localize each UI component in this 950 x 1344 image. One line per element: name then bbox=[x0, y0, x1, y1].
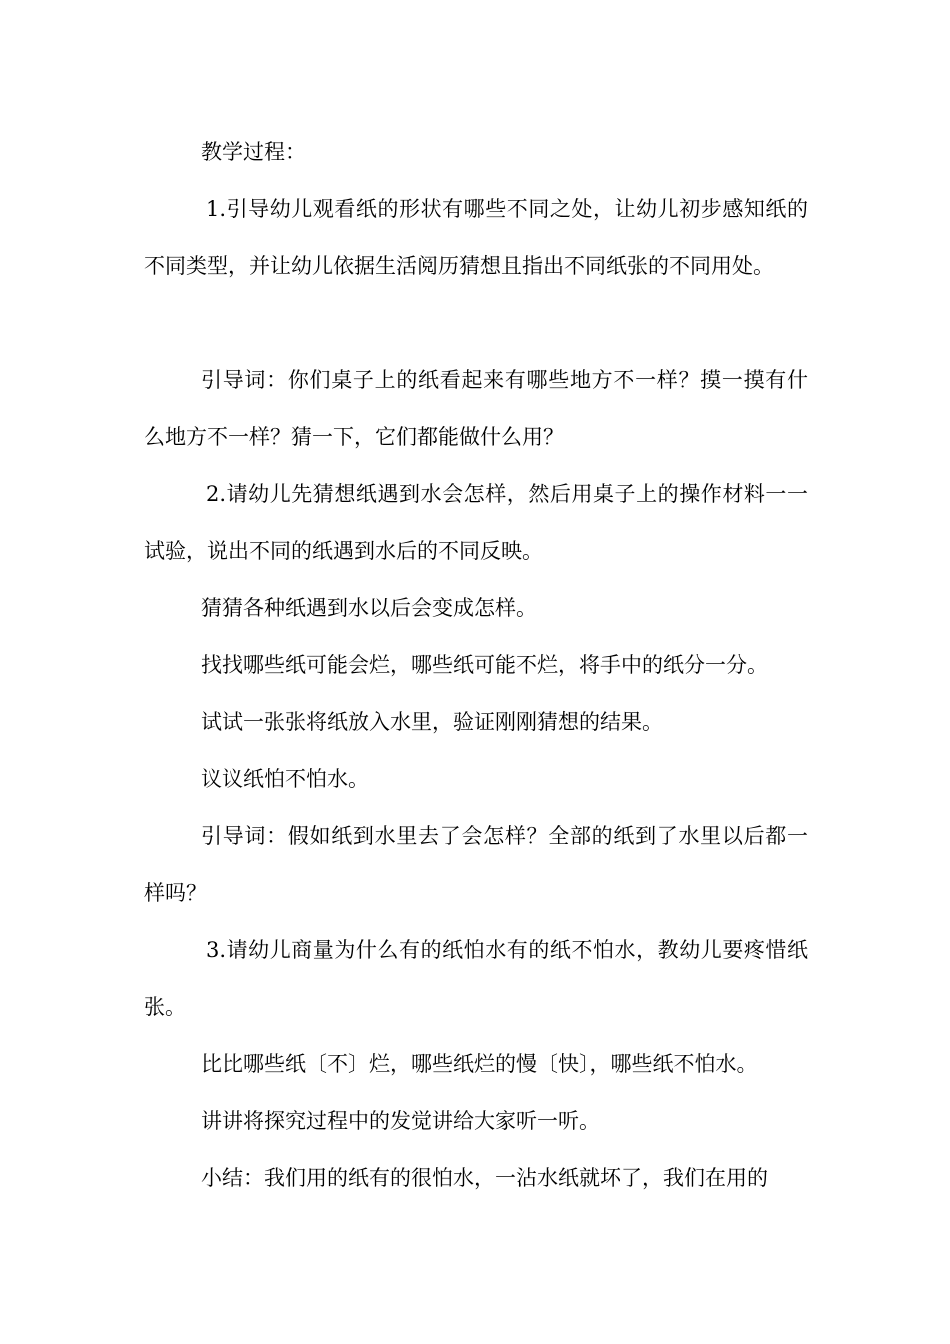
paragraph-step-3: 3.请幼儿商量为什么有的纸怕水有的纸不怕水，教幼儿要疼惜纸张。 bbox=[144, 938, 808, 1019]
paragraph-guess: 猜猜各种纸遇到水以后会变成怎样。 bbox=[201, 596, 537, 620]
paragraph-try: 试试一张张将纸放入水里，验证刚刚猜想的结果。 bbox=[201, 710, 663, 734]
paragraph-compare: 比比哪些纸〔不〕烂，哪些纸烂的慢〔快〕，哪些纸不怕水。 bbox=[201, 1052, 758, 1076]
paragraph-find: 找找哪些纸可能会烂，哪些纸可能不烂，将手中的纸分一分。 bbox=[201, 653, 768, 677]
paragraph-step-1: 1.引导幼儿观看纸的形状有哪些不同之处，让幼儿初步感知纸的不同类型，并让幼儿依据生活阅历猜想且指出不同纸张的不同用处。 bbox=[144, 197, 808, 278]
paragraph-heading: 教学过程： bbox=[201, 140, 306, 164]
paragraph-discuss: 议议纸怕不怕水。 bbox=[201, 767, 369, 791]
paragraph-guide-2: 引导词：假如纸到水里去了会怎样？全部的纸到了水里以后都一样吗？ bbox=[144, 824, 808, 905]
paragraph-guide-1: 引导词：你们桌子上的纸看起来有哪些地方不一样？摸一摸有什么地方不一样？猜一下，它们都能做什么用？ bbox=[144, 368, 808, 449]
paragraph-step-2: 2.请幼儿先猜想纸遇到水会怎样，然后用桌子上的操作材料一一试验，说出不同的纸遇到水后的不同反映。 bbox=[144, 482, 808, 563]
paragraph-summary: 小结：我们用的纸有的很怕水，一沾水纸就坏了，我们在用的 bbox=[201, 1166, 768, 1190]
paragraph-tell: 讲讲将探究过程中的发觉讲给大家听一听。 bbox=[201, 1109, 600, 1133]
